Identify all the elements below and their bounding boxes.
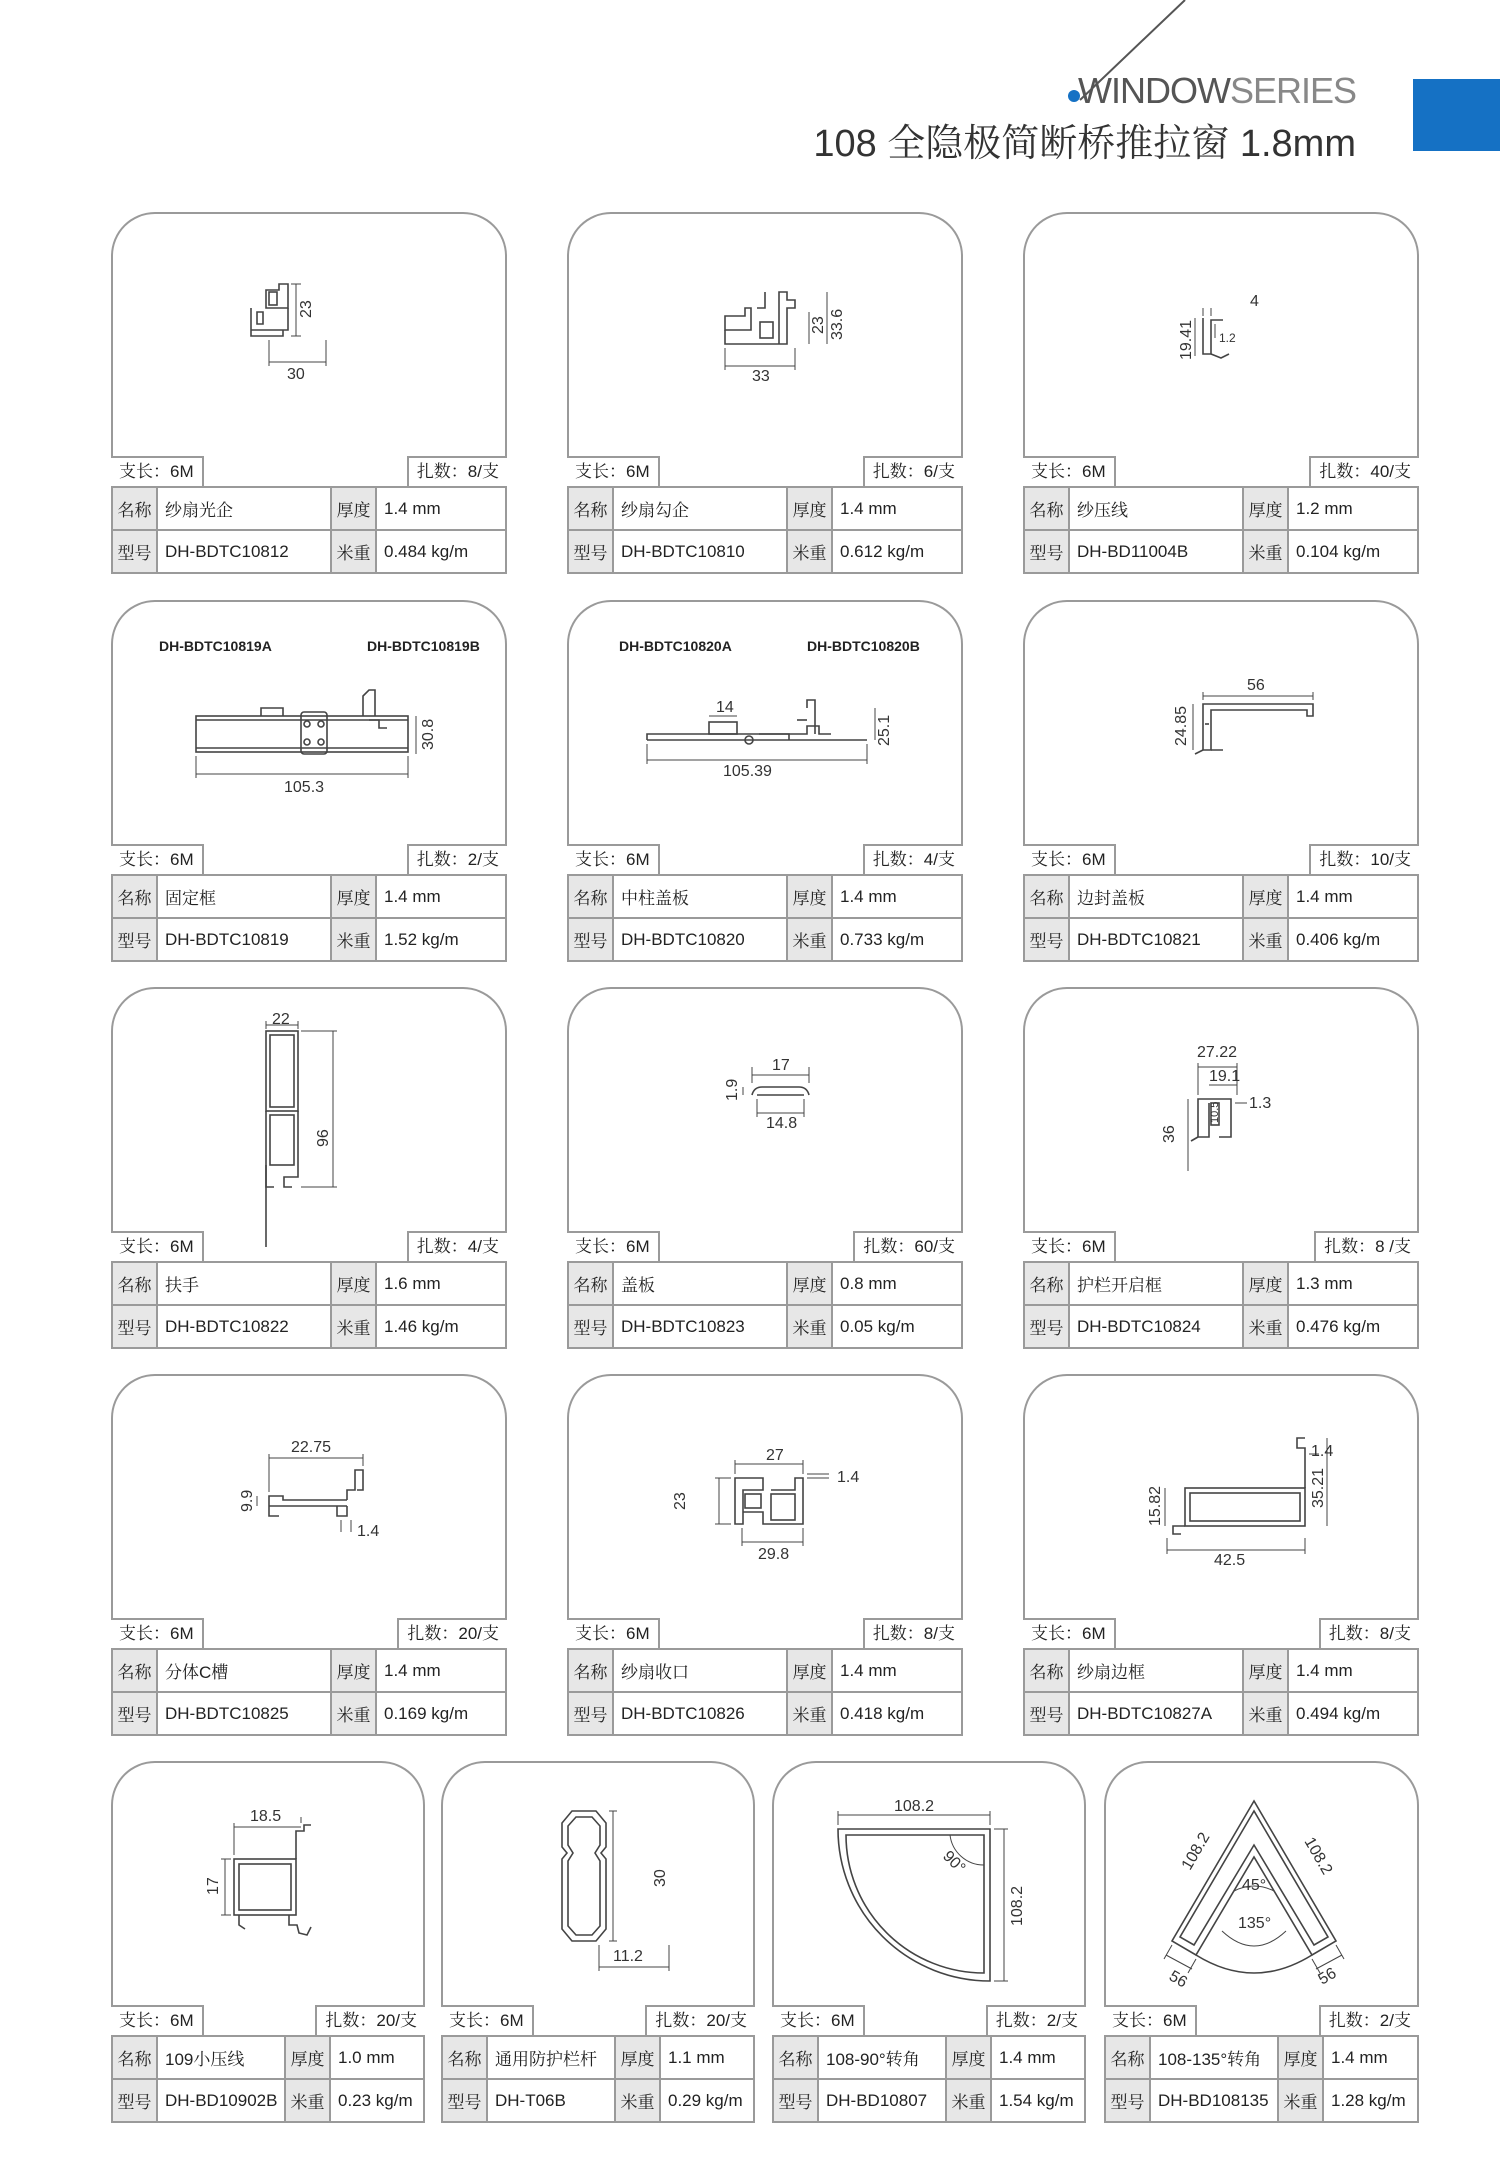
profile-drawing [567, 600, 963, 844]
card-info [567, 1231, 963, 1349]
bundle-tag: 扎数：2/支 [407, 844, 507, 874]
spec-table [111, 874, 507, 962]
spec-table [111, 1648, 507, 1736]
length-bundle-row [772, 2005, 1086, 2035]
model-number: DH-BD11004B [1069, 530, 1243, 573]
profile-drawing [567, 212, 963, 456]
thickness-label: 厚度 [615, 2036, 660, 2079]
thickness-label: 厚度 [787, 1262, 832, 1305]
length-tag: 支长：6M [1023, 456, 1116, 486]
weight-label: 米重 [1243, 918, 1288, 961]
length-bundle-row [1023, 456, 1419, 486]
model-label: 型号 [773, 2079, 818, 2122]
spec-table [111, 486, 507, 574]
weight-value: 0.05 kg/m [832, 1305, 962, 1348]
thickness-label: 厚度 [787, 487, 832, 530]
length-tag: 支长：6M [567, 1231, 660, 1261]
card-info [1023, 844, 1419, 962]
profile-drawing [1023, 600, 1419, 844]
thickness-label: 厚度 [331, 875, 376, 918]
spec-table [111, 1261, 507, 1349]
model-number: DH-BDTC10820 [613, 918, 787, 961]
spec-table [441, 2035, 755, 2123]
name-label: 名称 [442, 2036, 487, 2079]
thickness-label: 厚度 [1243, 487, 1288, 530]
dimension-label: 9.9 [239, 1489, 256, 1512]
thickness-value: 1.4 mm [376, 1649, 506, 1692]
product-name: 纱扇勾企 [613, 487, 787, 530]
dimension-label: 17 [205, 1877, 222, 1895]
length-bundle-row [567, 844, 963, 874]
name-label: 名称 [1024, 1649, 1069, 1692]
series-title [1078, 70, 1356, 112]
card-info [567, 456, 963, 574]
length-bundle-row [567, 1231, 963, 1261]
spec-table [1023, 1648, 1419, 1736]
thickness-label: 厚度 [787, 875, 832, 918]
thickness-label: 厚度 [285, 2036, 330, 2079]
length-bundle-row [441, 2005, 755, 2035]
weight-label: 米重 [1243, 1692, 1288, 1735]
bundle-tag: 扎数：6/支 [863, 456, 963, 486]
card-info [772, 2005, 1086, 2123]
dimension-label: 23 [810, 316, 827, 334]
product-name: 108-90°转角 [818, 2036, 946, 2079]
product-name: 纱扇光企 [157, 487, 331, 530]
product-name: 固定框 [157, 875, 331, 918]
weight-label: 米重 [787, 918, 832, 961]
model-label: 型号 [568, 918, 613, 961]
model-label: 型号 [1024, 918, 1069, 961]
length-tag: 支长：6M [111, 456, 204, 486]
weight-label: 米重 [787, 1305, 832, 1348]
dimension-label: 45° [1242, 1877, 1267, 1894]
bundle-tag: 扎数：20/支 [397, 1618, 507, 1648]
thickness-label: 厚度 [1243, 875, 1288, 918]
weight-value: 0.104 kg/m [1288, 530, 1418, 573]
length-tag: 支长：6M [1023, 1231, 1116, 1261]
blue-page-tab [1413, 79, 1500, 151]
variant-code: DH-BDTC10819B [367, 638, 480, 654]
variant-code: DH-BDTC10819A [159, 638, 272, 654]
card-info [1023, 456, 1419, 574]
card-info [111, 456, 507, 574]
model-number: DH-BDTC10825 [157, 1692, 331, 1735]
dimension-label: 4 [1250, 293, 1259, 310]
length-tag: 支长：6M [772, 2005, 865, 2035]
thickness-label: 厚度 [331, 1262, 376, 1305]
dimension-label: 33.6 [829, 308, 846, 340]
name-label: 名称 [112, 1262, 157, 1305]
series-title-word1: WINDOW [1077, 70, 1230, 111]
weight-label: 米重 [787, 1692, 832, 1735]
dimension-label: 105.39 [723, 763, 772, 780]
product-name: 分体C槽 [157, 1649, 331, 1692]
spec-table [567, 1261, 963, 1349]
weight-value: 0.484 kg/m [376, 530, 506, 573]
weight-label: 米重 [331, 1305, 376, 1348]
length-bundle-row [567, 456, 963, 486]
model-number: DH-BDTC10812 [157, 530, 331, 573]
dimension-label: 19.41 [1178, 319, 1195, 360]
dimension-label: 29.8 [758, 1546, 790, 1563]
dimension-label: 108.2 [1178, 1829, 1214, 1873]
bundle-tag: 扎数：40/支 [1309, 456, 1419, 486]
model-label: 型号 [568, 1692, 613, 1735]
thickness-value: 1.4 mm [1288, 1649, 1418, 1692]
thickness-label: 厚度 [787, 1649, 832, 1692]
name-label: 名称 [112, 875, 157, 918]
length-bundle-row [111, 1618, 507, 1648]
bundle-tag: 扎数：2/支 [1319, 2005, 1419, 2035]
thickness-value: 1.4 mm [1288, 875, 1418, 918]
card-info [1104, 2005, 1419, 2123]
dimension-label: 24.85 [1173, 705, 1190, 746]
weight-label: 米重 [1278, 2079, 1323, 2122]
profile-drawing [567, 1374, 963, 1618]
spec-table [1023, 1261, 1419, 1349]
dimension-label: 1.4 [837, 1469, 860, 1486]
card-info [567, 1618, 963, 1736]
model-number: DH-BDTC10826 [613, 1692, 787, 1735]
bundle-tag: 扎数：8/支 [1319, 1618, 1419, 1648]
model-label: 型号 [112, 1692, 157, 1735]
weight-label: 米重 [331, 918, 376, 961]
weight-value: 0.23 kg/m [330, 2079, 424, 2122]
length-tag: 支长：6M [1023, 1618, 1116, 1648]
bundle-tag: 扎数：2/支 [986, 2005, 1086, 2035]
bundle-tag: 扎数：4/支 [863, 844, 963, 874]
name-label: 名称 [1105, 2036, 1150, 2079]
length-tag: 支长：6M [111, 1231, 204, 1261]
name-label: 名称 [773, 2036, 818, 2079]
spec-table [1023, 874, 1419, 962]
weight-value: 0.612 kg/m [832, 530, 962, 573]
spec-table [567, 874, 963, 962]
card-info [567, 844, 963, 962]
dimension-label: 1.9 [724, 1078, 741, 1101]
spec-table [567, 1648, 963, 1736]
weight-label: 米重 [946, 2079, 991, 2122]
thickness-value: 1.4 mm [1323, 2036, 1418, 2079]
thickness-label: 厚度 [331, 487, 376, 530]
weight-value: 0.406 kg/m [1288, 918, 1418, 961]
dimension-label: 33 [752, 368, 770, 385]
profile-drawing [1023, 212, 1419, 456]
profile-drawing [1023, 1374, 1419, 1618]
length-bundle-row [1104, 2005, 1419, 2035]
model-label: 型号 [112, 918, 157, 961]
length-tag: 支长：6M [111, 1618, 204, 1648]
dimension-label: 135° [1238, 1915, 1272, 1932]
product-name: 边封盖板 [1069, 875, 1243, 918]
dimension-label: 36 [1161, 1125, 1178, 1143]
dimension-label: 27 [766, 1447, 784, 1464]
weight-label: 米重 [331, 1692, 376, 1735]
weight-value: 0.476 kg/m [1288, 1305, 1418, 1348]
length-tag: 支长：6M [441, 2005, 534, 2035]
model-number: DH-BDTC10810 [613, 530, 787, 573]
model-number: DH-BDTC10821 [1069, 918, 1243, 961]
card-info [1023, 1618, 1419, 1736]
weight-value: 0.418 kg/m [832, 1692, 962, 1735]
dimension-label: 27.22 [1197, 1044, 1238, 1061]
card-info [111, 1231, 507, 1349]
thickness-value: 1.4 mm [376, 875, 506, 918]
card-info [111, 844, 507, 962]
dimension-label: 14.8 [766, 1115, 798, 1132]
length-tag: 支长：6M [1023, 844, 1116, 874]
model-number: DH-T06B [487, 2079, 615, 2122]
dimension-label: 1.2 [1219, 331, 1236, 345]
dimension-label: 22 [272, 1011, 290, 1028]
spec-table [1104, 2035, 1419, 2123]
thickness-value: 1.1 mm [660, 2036, 754, 2079]
dimension-label: 25.1 [876, 714, 893, 746]
dimension-label: 22.75 [291, 1439, 332, 1456]
length-bundle-row [1023, 844, 1419, 874]
model-label: 型号 [112, 1305, 157, 1348]
spec-table [111, 2035, 425, 2123]
thickness-value: 1.2 mm [1288, 487, 1418, 530]
page-subtitle: 108 全隐极简断桥推拉窗 1.8mm [813, 123, 1356, 165]
bundle-tag: 扎数：10/支 [1309, 844, 1419, 874]
name-label: 名称 [112, 487, 157, 530]
name-label: 名称 [1024, 875, 1069, 918]
model-number: DH-BDTC10819 [157, 918, 331, 961]
weight-label: 米重 [787, 530, 832, 573]
thickness-value: 1.4 mm [832, 1649, 962, 1692]
profile-drawing [441, 1761, 755, 2005]
name-label: 名称 [568, 1649, 613, 1692]
dimension-label: 56 [1315, 1964, 1340, 1989]
dimension-label: 108.2 [1300, 1834, 1336, 1878]
bundle-tag: 扎数：8/支 [863, 1618, 963, 1648]
dimension-label: 1.4 [357, 1523, 380, 1540]
bundle-tag: 扎数：8 /支 [1314, 1231, 1419, 1261]
dimension-label: 105.3 [284, 779, 325, 796]
model-number: DH-BD10902B [157, 2079, 285, 2122]
product-name: 109小压线 [157, 2036, 285, 2079]
weight-value: 1.54 kg/m [991, 2079, 1085, 2122]
length-bundle-row [567, 1618, 963, 1648]
bundle-tag: 扎数：8/支 [407, 456, 507, 486]
model-number: DH-BDTC10824 [1069, 1305, 1243, 1348]
dimension-label: 96 [315, 1129, 332, 1147]
dimension-label: 108.2 [1009, 1885, 1026, 1926]
dimension-label: 90° [939, 1847, 969, 1877]
profile-drawing [111, 600, 507, 844]
dimension-label: 35.21 [1310, 1467, 1327, 1508]
length-bundle-row [111, 456, 507, 486]
dimension-label: 108.2 [894, 1798, 935, 1815]
model-label: 型号 [1024, 1692, 1069, 1735]
length-tag: 支长：6M [567, 1618, 660, 1648]
dimension-label: 30.8 [420, 718, 437, 750]
length-bundle-row [1023, 1618, 1419, 1648]
product-name: 通用防护栏杆 [487, 2036, 615, 2079]
thickness-label: 厚度 [331, 1649, 376, 1692]
thickness-value: 1.0 mm [330, 2036, 424, 2079]
weight-value: 1.28 kg/m [1323, 2079, 1418, 2122]
model-number: DH-BDTC10823 [613, 1305, 787, 1348]
model-label: 型号 [1024, 1305, 1069, 1348]
bundle-tag: 扎数：20/支 [645, 2005, 755, 2035]
product-name: 盖板 [613, 1262, 787, 1305]
model-number: DH-BD108135 [1150, 2079, 1278, 2122]
dimension-label: 23 [298, 300, 315, 318]
product-name: 护栏开启框 [1069, 1262, 1243, 1305]
thickness-value: 0.8 mm [832, 1262, 962, 1305]
thickness-label: 厚度 [946, 2036, 991, 2079]
profile-drawing [111, 987, 507, 1231]
thickness-value: 1.4 mm [376, 487, 506, 530]
model-number: DH-BD10807 [818, 2079, 946, 2122]
length-tag: 支长：6M [1104, 2005, 1197, 2035]
profile-drawing [111, 212, 507, 456]
thickness-value: 1.4 mm [832, 487, 962, 530]
thickness-label: 厚度 [1243, 1262, 1288, 1305]
model-label: 型号 [568, 530, 613, 573]
weight-label: 米重 [331, 530, 376, 573]
bundle-tag: 扎数：4/支 [407, 1231, 507, 1261]
length-bundle-row [111, 1231, 507, 1261]
weight-value: 0.29 kg/m [660, 2079, 754, 2122]
model-label: 型号 [442, 2079, 487, 2122]
product-name: 中柱盖板 [613, 875, 787, 918]
page-header [0, 0, 1500, 165]
spec-table [772, 2035, 1086, 2123]
dimension-label: 17 [772, 1057, 790, 1074]
thickness-value: 1.4 mm [832, 875, 962, 918]
dimension-label: 56 [1166, 1967, 1190, 1992]
dimension-label: 1.3 [1249, 1095, 1272, 1112]
name-label: 名称 [1024, 1262, 1069, 1305]
name-label: 名称 [568, 487, 613, 530]
profile-drawing [1023, 987, 1419, 1231]
product-name: 纱扇边框 [1069, 1649, 1243, 1692]
length-tag: 支长：6M [567, 456, 660, 486]
product-name: 108-135°转角 [1150, 2036, 1278, 2079]
weight-value: 0.733 kg/m [832, 918, 962, 961]
bundle-tag: 扎数：20/支 [315, 2005, 425, 2035]
variant-code: DH-BDTC10820B [807, 638, 920, 654]
model-label: 型号 [568, 1305, 613, 1348]
name-label: 名称 [1024, 487, 1069, 530]
card-info [441, 2005, 755, 2123]
profile-drawing [111, 1374, 507, 1618]
dimension-label: 30 [287, 366, 305, 383]
weight-label: 米重 [615, 2079, 660, 2122]
product-name: 扶手 [157, 1262, 331, 1305]
series-title-word2: SERIES [1229, 70, 1356, 111]
length-tag: 支长：6M [567, 844, 660, 874]
dimension-label: 1.4 [1311, 1443, 1334, 1460]
dimension-label: 14 [716, 699, 734, 716]
name-label: 名称 [112, 1649, 157, 1692]
length-tag: 支长：6M [111, 2005, 204, 2035]
weight-value: 0.494 kg/m [1288, 1692, 1418, 1735]
thickness-label: 厚度 [1243, 1649, 1288, 1692]
dimension-label: 15.82 [1147, 1485, 1164, 1526]
weight-value: 0.169 kg/m [376, 1692, 506, 1735]
dimension-label: 56 [1247, 677, 1265, 694]
product-name: 纱扇收口 [613, 1649, 787, 1692]
model-number: DH-BDTC10827A [1069, 1692, 1243, 1735]
model-label: 型号 [1105, 2079, 1150, 2122]
dimension-label: 30 [652, 1869, 669, 1887]
product-name: 纱压线 [1069, 487, 1243, 530]
card-info [1023, 1231, 1419, 1349]
dimension-label: 18.5 [250, 1808, 282, 1825]
weight-label: 米重 [1243, 1305, 1288, 1348]
dimension-label: 23 [672, 1492, 689, 1510]
name-label: 名称 [112, 2036, 157, 2079]
dimension-label: 11.2 [613, 1948, 643, 1965]
weight-label: 米重 [1243, 530, 1288, 573]
name-label: 名称 [568, 1262, 613, 1305]
name-label: 名称 [568, 875, 613, 918]
bundle-tag: 扎数：60/支 [853, 1231, 963, 1261]
card-info [111, 2005, 425, 2123]
length-bundle-row [111, 844, 507, 874]
dimension-label: 19.1 [1209, 1068, 1241, 1085]
spec-table [1023, 486, 1419, 574]
thickness-value: 1.4 mm [991, 2036, 1085, 2079]
profile-drawing [111, 1761, 425, 2005]
weight-value: 1.46 kg/m [376, 1305, 506, 1348]
model-label: 型号 [112, 530, 157, 573]
model-label: 型号 [1024, 530, 1069, 573]
variant-code: DH-BDTC10820A [619, 638, 732, 654]
model-number: DH-BDTC10822 [157, 1305, 331, 1348]
spec-table [567, 486, 963, 574]
model-label: 型号 [112, 2079, 157, 2122]
thickness-value: 1.6 mm [376, 1262, 506, 1305]
length-bundle-row [111, 2005, 425, 2035]
profile-drawing [772, 1761, 1086, 2005]
thickness-value: 1.3 mm [1288, 1262, 1418, 1305]
dimension-label: 42.5 [1214, 1552, 1246, 1569]
dimension-label: 10.5 [1209, 1101, 1221, 1123]
thickness-label: 厚度 [1278, 2036, 1323, 2079]
weight-value: 1.52 kg/m [376, 918, 506, 961]
card-info [111, 1618, 507, 1736]
profile-drawing [567, 987, 963, 1231]
length-bundle-row [1023, 1231, 1419, 1261]
profile-drawing [1104, 1761, 1419, 2005]
weight-label: 米重 [285, 2079, 330, 2122]
length-tag: 支长：6M [111, 844, 204, 874]
